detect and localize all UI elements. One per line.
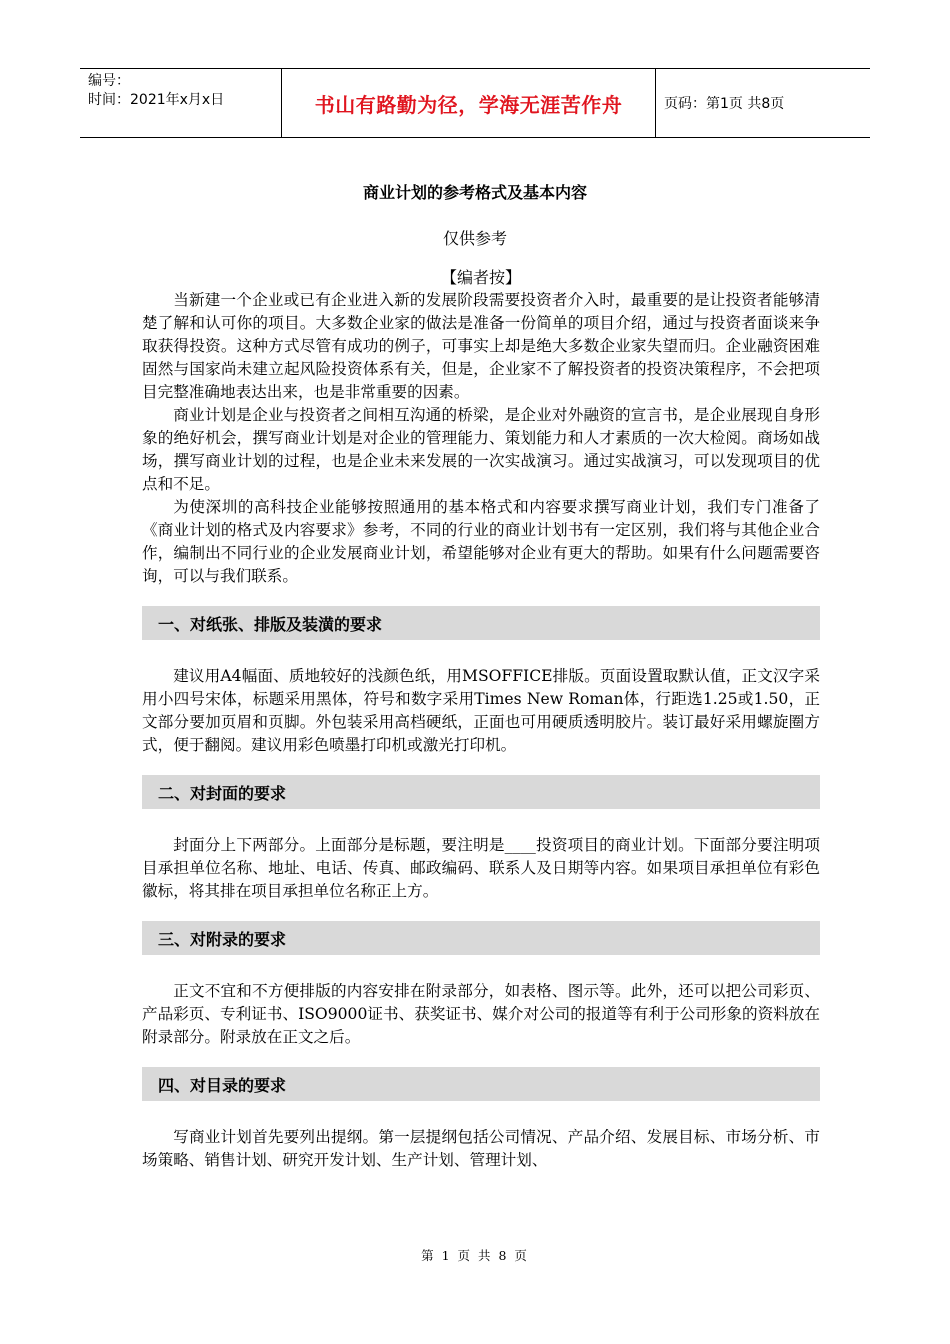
document-subtitle: 仅供参考 [442, 229, 507, 248]
header-meta [80, 69, 282, 137]
section-heading: 四、对目录的要求 [142, 1067, 820, 1101]
intro-paragraph: 当新建一个企业或已有企业进入新的发展阶段需要投资者介入时，最重要的是让投资者能够清楚了解和认可你的项目。大多数企业家的做法是准备一份简单的项目介绍，通过与投资者面谈来争取获得投资。这种方式尽管有成功的例子，可事实上却是绝大多数企业家失望而归。企业融资困难固然与国家尚未建立起风险投资体系有关，但是，企业家不了解投资者的投资决策程序，不会把项目完整准确地表达出来，也是非常重要的因素。 [142, 291, 820, 401]
page-header [80, 68, 870, 138]
header-time-label: 时间：2021年x月x日 [88, 92, 225, 108]
section-cover [142, 775, 820, 903]
section-heading: 一、对纸张、排版及装潢的要求 [142, 606, 820, 640]
section-text: 写商业计划首先要列出提纲。第一层提纲包括公司情况、产品介绍、发展目标、市场分析、市场策略、销售计划、研究开发计划、生产计划、管理计划、 [142, 1128, 820, 1169]
editor-note-heading: 【编者按】 [440, 268, 521, 287]
section-heading: 三、对附录的要求 [142, 921, 820, 955]
page-footer: 第 1 页 共 8 页 [421, 1248, 529, 1263]
section-text: 正文不宜和不方便排版的内容安排在附录部分，如表格、图示等。此外，还可以把公司彩页、产品彩页、专利证书、ISO9000证书、获奖证书、媒介对公司的报道等有利于公司形象的资料放在附录部分。附录放在正文之后。 [142, 982, 820, 1046]
header-number-label: 编号： [88, 73, 130, 89]
header-motto: 书山有路勤为径，学海无涯苦作舟 [282, 69, 656, 137]
intro-paragraph: 为使深圳的高科技企业能够按照通用的基本格式和内容要求撰写商业计划，我们专门准备了《商业计划的格式及内容要求》参考，不同的行业的商业计划书有一定区别，我们将与其他企业合作，编制出不同行业的企业发展商业计划，希望能够对企业有更大的帮助。如果有什么问题需要咨询，可以与我们联系。 [142, 498, 820, 585]
intro-paragraph: 商业计划是企业与投资者之间相互沟通的桥梁，是企业对外融资的宣言书，是企业展现自身形象的绝好机会，撰写商业计划是对企业的管理能力、策划能力和人才素质的一次大检阅。商场如战场，撰写商业计划的过程，也是企业未来发展的一次实战演习。通过实战演习，可以发现项目的优点和不足。 [142, 406, 820, 493]
document-title: 商业计划的参考格式及基本内容 [362, 183, 587, 202]
header-page-info: 页码：第1页 共8页 [664, 96, 785, 112]
section-text: 建议用A4幅面、质地较好的浅颜色纸，用MSOFFICE排版。页面设置取默认值，正文汉字采用小四号宋体，标题采用黑体，符号和数字采用Times New Roman体，行距选1.25或1.50，正文部分要加页眉和页脚。外包装采用高档硬纸，正面也可用硬质透明胶片。装订最好采用螺旋圈方式，便于翻阅。建议用彩色喷墨打印机或激光打印机。 [142, 667, 820, 754]
section-appendix [142, 921, 820, 1049]
section-text: 封面分上下两部分。上面部分是标题，要注明是____投资项目的商业计划。下面部分要注明项目承担单位名称、地址、电话、传真、邮政编码、联系人及日期等内容。如果项目承担单位有彩色徽标，将其排在项目承担单位名称正上方。 [142, 836, 820, 900]
document-body [142, 266, 820, 1172]
section-paper-layout [142, 606, 820, 757]
section-toc [142, 1067, 820, 1172]
section-heading: 二、对封面的要求 [142, 775, 820, 809]
